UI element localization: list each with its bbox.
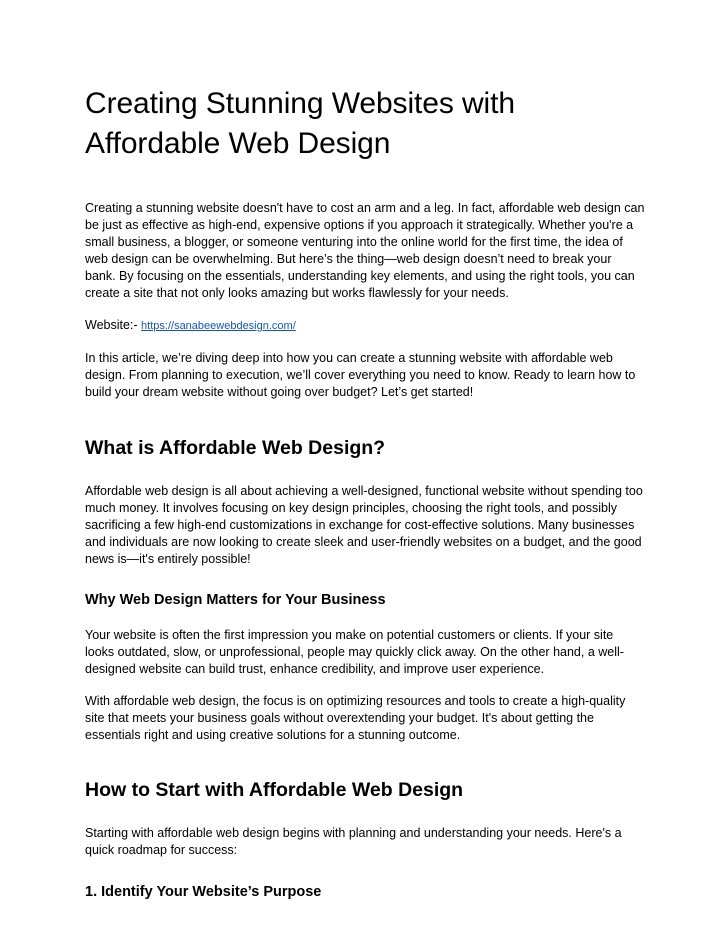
subsection-paragraph-why-2: With affordable web design, the focus is on optimizing resources and tools to create a high-quality site that meets your business goals without overextending your budget. It's about getting the essentials right and using creative solutions for a stunning outcome. [85, 694, 626, 742]
subsection-heading-identify: 1. Identify Your Website’s Purpose [85, 884, 322, 900]
subsection-heading-why: Why Web Design Matters for Your Business [85, 592, 386, 608]
section-heading-affordable: What is Affordable Web Design? [85, 437, 386, 459]
article-intro-paragraph: In this article, we’re diving deep into how you can create a stunning website with affordable web design. From planning to execution, we’ll cover everything you need to know. Ready to learn how to build your dream website without going over budget? Let’s get started! [85, 351, 636, 399]
section-heading-start: How to Start with Affordable Web Design [85, 779, 464, 801]
website-link[interactable]: https://sanabeewebdesign.com/ [141, 320, 296, 332]
subsection-paragraph-why-1: Your website is often the first impression you make on potential customers or clients. If your site looks outdated, slow, or unprofessional, people may quickly click away. On the other hand, a well-designed website can build trust, enhance credibility, and improve user experience. [85, 628, 624, 676]
website-line [85, 317, 645, 335]
website-label: Website:- [85, 318, 142, 332]
page-title: Creating Stunning Websites with Affordable Web Design [85, 87, 515, 160]
document-body [85, 84, 645, 901]
section-paragraph-start: Starting with affordable web design begins with planning and understanding your needs. Here's a quick roadmap for success: [85, 826, 622, 857]
section-paragraph-affordable: Affordable web design is all about achieving a well-designed, functional website without spending too much money. It involves focusing on key design principles, choosing the right tools, and possibly sacrificing a few high-end customizations in exchange for cost-effective solutions. Many businesses and individuals are now looking to create sleek and user-friendly websites on a budget, and the good news is—it's entirely possible! [85, 484, 643, 566]
intro-paragraph: Creating a stunning website doesn't have to cost an arm and a leg. In fact, affordable web design can be just as effective as high-end, expensive options if you approach it strategically. Whether you're a small business, a blogger, or someone venturing into the online world for the first time, the idea of web design can be overwhelming. But here’s the thing—web design doesn’t need to break your bank. By focusing on the essentials, understanding key elements, and using the right tools, you can create a site that not only looks amazing but works flawlessly for your needs. [85, 201, 645, 300]
